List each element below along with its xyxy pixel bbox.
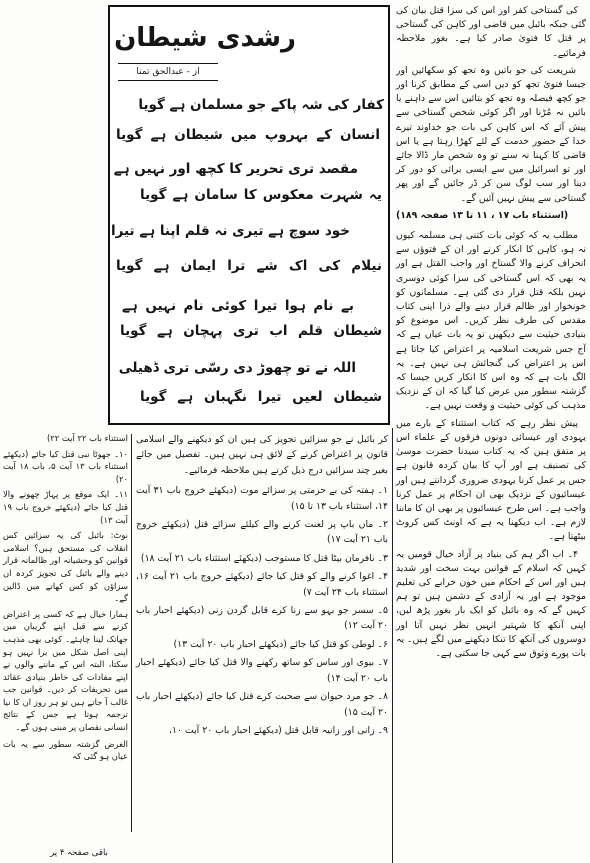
- poem-line: یہ شہرت معکوس کا سامان ہے گویا: [140, 187, 382, 203]
- punishment-item: ۳۔ نافرمان بیٹا قتل کا مستوجب (دیکھئے استثناء باب ۲۱ آیت ۱۸): [140, 552, 388, 564]
- bible-quote: شریعت کی جو باتیں وہ تجھ کو سکھائیں اور جیسا فتویٰ تجھ کو دیں اسی کے مطابق کرنا اور جو کچھ فیصلہ وہ تجھ کو بتائیں اس سے داہنے یا بائیں نہ مُڑنا اور اگر کوئی شخص گستاخی سے پیش آئے کہ اس کاہن کی بات جو خداوند تیرے خدا کے حضور خدمت کے لئے کھڑا رہتا ہے یا اس قاضی کا کہنا نہ سنے تو وہ شخص مار ڈالا جائے اور تو اسرائیل میں سے ایسی برائی کو دور کر دینا اور سب لوگ سن کر ڈر جائیں گے اور پھر گستاخی سے پیش نہیں آئیں گے۔: [396, 64, 586, 204]
- poem-line: انسان کے بہروپ میں شیطان ہے گویا: [116, 127, 380, 143]
- right-paragraph: مطلب یہ کہ کوئی بات کتنی ہی مسلمہ کیوں نہ ہو، کاہن کا انکار کرنے اور ان کے فتوؤں سے انحراف کرنے والا گستاخ اور واجب القتل ہے اور یہ بھی کہ اس گستاخی کی سزا کوئی دوسری نہیں بلکہ قتل قرار دی گئی ہے۔ مسلمانوں کو خونخوار اور ظالم قرار دینے والے ذرا اپنی کتاب مقدس کی طرف نظر کریں۔ اس موضوع کو بنیادی حیثیت سے دیکھیں تو یہ بات عیاں ہے کہ آج جس شریعت اسلامیہ پر اعتراض کیا جاتا ہے اس پر اعتراض کی گنجائش ہی نہیں ہے۔ یہ الگ بات ہے کہ وہ اس کا انکار کریں جیسا کہ گزشتہ سطور میں عرض کیا گیا کہ ان کے نزدیک مذہب کی کوئی حیثیت و وقعت نہیں ہے۔: [396, 230, 586, 412]
- punishment-item: ۶۔ لوطی کو قتل کیا جائے (دیکھئے احبار باب ۲۰ آیت ۱۳): [173, 638, 388, 650]
- conclusion-line: الغرض گزشتہ سطور سے یہ بات عیاں ہو گئی کہ: [3, 738, 128, 762]
- column-divider: [392, 428, 393, 863]
- poem-box: [108, 5, 390, 425]
- poem-line: مقصد تری تحریر کا کچھ اور نہیں ہے: [113, 161, 358, 177]
- poem-byline: از - عبدالحق تمنا: [118, 63, 218, 81]
- right-column: [396, 4, 586, 859]
- poem-line: خود سوچ ہے تیری نہ قلم اپنا ہے تیرا: [111, 223, 350, 239]
- poem-title: رشدی شیطان: [114, 23, 296, 53]
- poem-line: نیلام کی اک شے ترا ایمان ہے گویا: [116, 258, 382, 274]
- notes-paragraph: ۱۱۔ ایک موقع پر پہاڑ چھونے والا قتل کیا جائے (دیکھئے خروج باب ۱۹ آیت ۱۳): [3, 489, 128, 525]
- poem-line: شیطان قلم اب تری پہچان ہے گویا: [120, 323, 382, 339]
- notes-paragraph: ہمارا خیال ہے کہ کسی پر اعتراض کرنے سے قبل اپنے گریبان میں جھانک لینا چاہئے۔ کوئی بھی مذہب اپنی اصل شکل میں برا نہیں ہو سکتا، البتہ اس کے ماننے والوں نے اپنے مفادات کی خاطر بنیادی عقائد میں تحریفات کر دیں۔ قوانین جب غالب آ جاتے ہیں تو ہر روز ان کا نیا ترجمہ ہوتا ہے جس کے نتائج انسانی نقصان پر مبنی ہوں گے۔: [3, 608, 128, 733]
- punishment-item: ۲۔ ماں باپ پر لعنت کرنے والے کیلئے سزائے قتل (دیکھئے خروج باب ۲۱ آیت ۱۷): [136, 519, 388, 546]
- punishment-item: ۸۔ جو مرد حیوان سے صحبت کرے قتل کیا جائے (دیکھئے احبار باب ۲۰ آیت ۱۵): [136, 691, 388, 718]
- continued-on-page: باقی صفحہ ۴ پر: [50, 848, 108, 858]
- punishment-item: ۷۔ بیوی اور ساس کو ساتھ رکھنے والا قتل کیا جائے (دیکھئے احبار باب ۲۰ آیت ۱۴): [136, 657, 388, 684]
- right-intro: کی گستاخی کفر اور اس کی سزا قتل بیان کی گئی جبکہ بائبل میں قاضی اور کاہن کی گستاخی پر قتل کا فتویٰ صادر کیا ہے۔ بغور ملاحظہ فرمائیے۔: [396, 5, 586, 59]
- poem-line: کفار کی شہ پاکے جو مسلمان ہے گویا: [138, 97, 384, 113]
- punishment-item: ۹۔ زانی اور زانیہ قابل قتل (دیکھئے احبار باب ۲۰ آیت ۱۰،: [168, 724, 388, 736]
- right-paragraph: ۴۔ اب اگر ہم کی بنیاد پر آزاد خیال قومیں یہ کہیں کہ اسلام کے قوانین بہت سخت اور شدید ہیں اور اس کے احکام میں خون خرابے کی تعلیم موجود ہے اور یہ آزادی کے دشمن ہیں تو ہم کہیں گے کہ وہ بائبل کو ایک بار بغور پڑھ لیں، اپنی آنکھ کا شہتیر انہیں نظر نہیں آتا اور دوسروں کی آنکھ کا تنکا دیکھنے میں لگے ہیں۔ یہ بات پورے وثوق سے کہی جا سکتی ہے۔: [396, 548, 586, 659]
- punishment-item: ۵۔ سسر جو بہو سے زنا کرے قابل گردن زنی (دیکھئے احبار باب ۲۰ آیت ۱۲): [136, 605, 388, 632]
- poem-line: اللہ نے تو چھوڑ دی رسّی تری ڈھیلی: [118, 360, 356, 376]
- column-divider: [131, 434, 132, 832]
- bible-citation: (استثناء باب ۱۷ ، ۱۱ تا ۱۳ صفحہ ۱۸۹): [396, 209, 569, 221]
- poem-line: بے نام ہوا تیرا کوئی نام نہیں ہے: [122, 298, 354, 314]
- notes-paragraph: ۱۰۔ جھوٹا نبی قتل کیا جائے (دیکھئے استثناء باب ۱۳ آیت ۵، باب ۱۸ آیت ۲۰): [3, 448, 128, 484]
- notes-paragraph: نوٹ: بائبل کی یہ سزائیں کس انقلاب کی مستحق ہیں؟ اسلامی قوانین کو وحشیانہ اور ظالمانہ قرار دینے والے بائبل کی تجویز کردہ ان سزاؤں کو کس کھاتے میں ڈالیں گے۔: [3, 530, 128, 604]
- right-paragraph: پیش نظر رہے کہ کتاب استثناء کے بارے میں یہودی اور عیسائی دونوں فرقوں کے علماء اس پر متفق ہیں کہ یہ کتاب سیدنا حضرت موسیٰ کی تصنیف ہے اور آپ کا بیان کردہ قانون ہے جس پر عمل کرنا یہودی ضروری گردانتے ہیں اور عیسائیوں کے نزدیک بھی ان احکام پر عمل کرنا واجب ہے۔ اس طرح عیسائیوں پر بھی ان کا ماننا لازم ہے۔ اب دیکھنا یہ ہے کہ اونٹ کس کروٹ بیٹھتا ہے۔: [396, 417, 586, 543]
- notes-paragraph: استثناء باب ۲۲ آیت ۲۲): [46, 433, 128, 443]
- poem-line: شیطان لعیں تیرا نگہبان ہے گویا: [140, 389, 382, 405]
- punishment-item: ۴۔ اغوا کرنے والے کو قتل کیا جائے (دیکھئے خروج باب ۲۱ آیت ۱۶، استثناء باب ۲۴ آیت ۷): [136, 571, 388, 598]
- punishments-intro: کر بائبل نے جو سزائیں تجویز کی ہیں ان کو دیکھنے والے اسلامی قانون پر اعتراض کرنے کے لائق ہی نہیں ہیں۔ تفصیل میں جائے بغیر چند سزائیں درج ذیل کرتے ہیں ملاحظہ فرمائیے۔: [136, 434, 388, 476]
- punishments-column: [136, 432, 388, 830]
- notes-column: [3, 432, 128, 842]
- punishment-item: ۱۔ ہفتہ کی بے حرمتی پر سزائے موت (دیکھئے خروج باب ۳۱ آیت ۱۴، استثناء باب ۱۳ تا ۱۵): [136, 485, 388, 512]
